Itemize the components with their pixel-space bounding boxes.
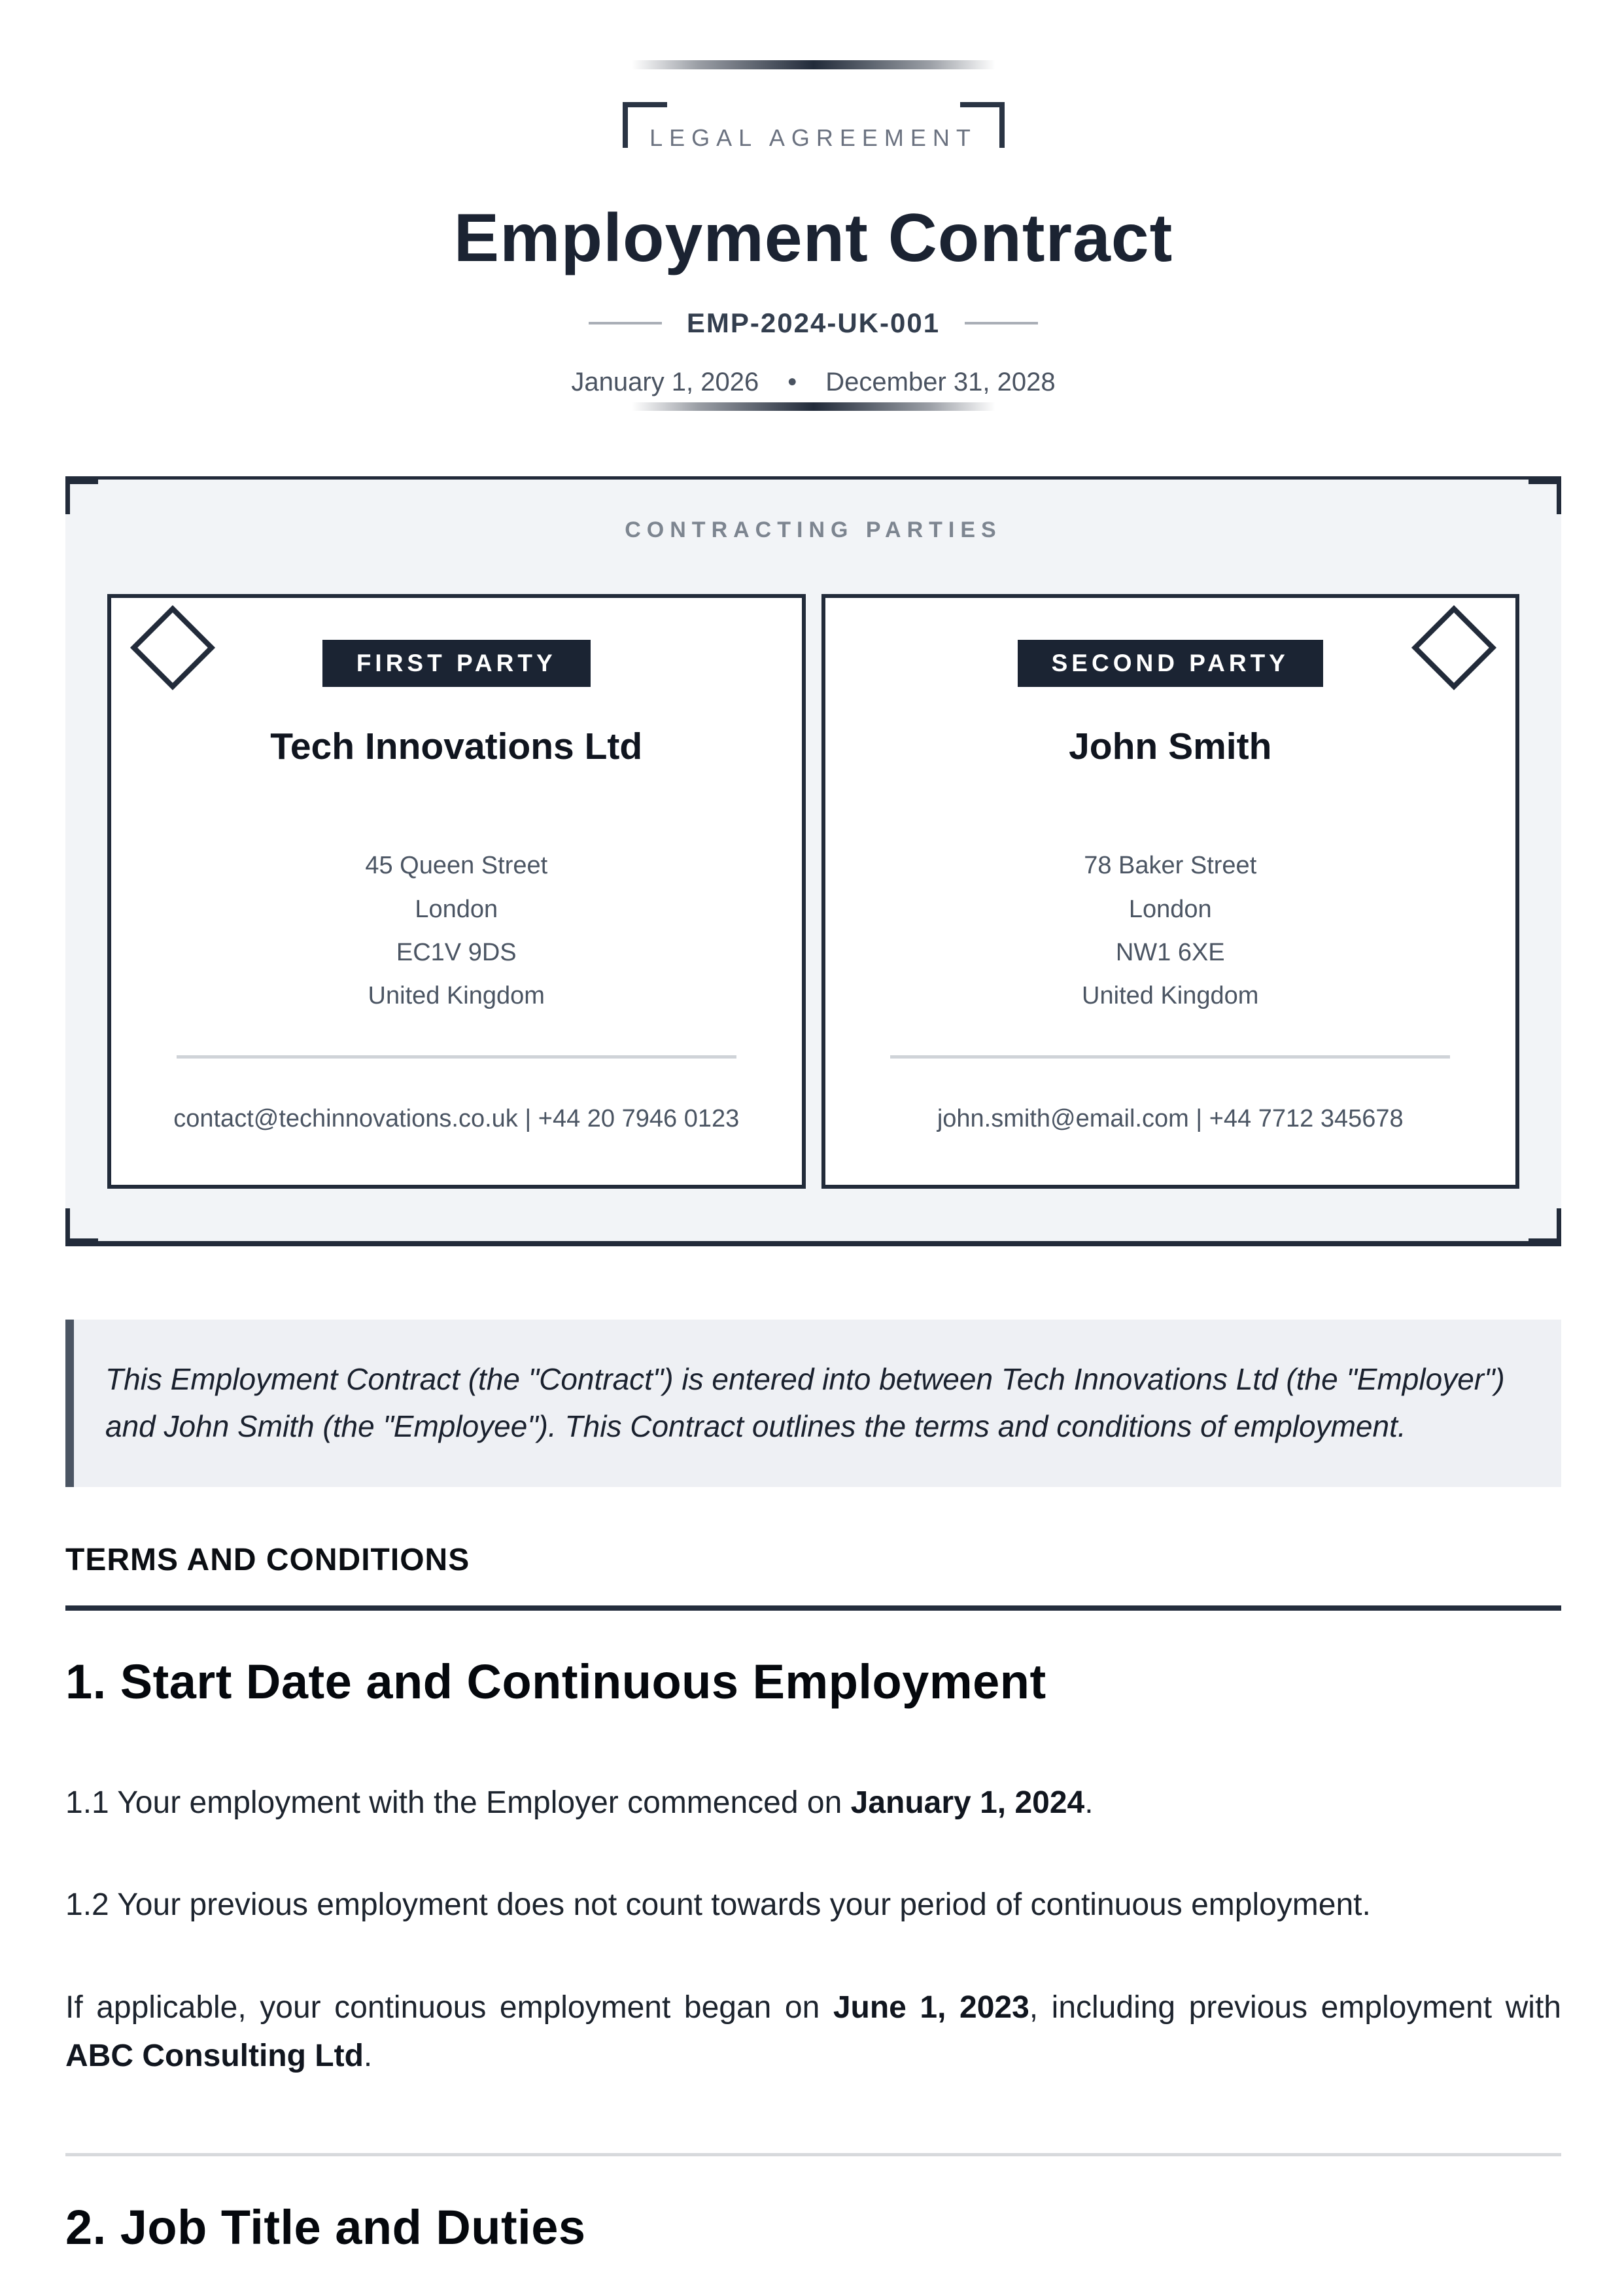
first-party-address [135,844,778,1017]
section-1-heading: 1. Start Date and Continuous Employment [65,1654,1046,1709]
first-party-badge: FIRST PARTY [322,640,591,687]
second-party-address [849,844,1493,1017]
party-cards [107,594,1519,1189]
terms-rule [65,1605,1561,1611]
clause-1-continuous: If applicable, your continuous employment began on June 1, 2023, including previous employment with ABC Consulting Ltd. [65,1989,1561,2074]
address-line: London [415,895,498,923]
gradient-divider-dates [632,402,995,411]
second-party-badge: SECOND PARTY [1018,640,1323,687]
clause-1-2: 1.2 Your previous employment does not count towards your period of continuous employment. [65,1887,1371,1923]
terms-heading: TERMS AND CONDITIONS [65,1542,470,1577]
corner-bracket-icon [623,102,667,148]
address-line: United Kingdom [368,981,545,1009]
contracting-parties-section [65,476,1561,1246]
first-party-contact: contact@techinnovations.co.uk | +44 20 7946 0123 [173,1104,740,1132]
reference-line-right [965,322,1038,324]
corner-bracket-icon [1529,1208,1561,1246]
gradient-divider-top [632,60,995,69]
first-party-card [107,594,806,1189]
start-date: January 1, 2026 [571,368,759,397]
reference-line-left [589,322,662,324]
address-line: 45 Queen Street [365,852,548,880]
card-divider [177,1055,736,1059]
page-title: Employment Contract [453,200,1173,276]
reference-number: EMP-2024-UK-001 [686,307,941,339]
address-line: 78 Baker Street [1084,852,1257,880]
intro-quote [65,1320,1561,1487]
diamond-icon [1411,605,1496,690]
corner-bracket-icon [1529,476,1561,514]
corner-bracket-icon [960,102,1005,148]
end-date: December 31, 2028 [825,368,1056,397]
legal-agreement-label: LEGAL AGREEMENT [649,124,977,151]
card-divider [890,1055,1450,1059]
section-1-body [65,1779,1561,2081]
clause-1-1: 1.1 Your employment with the Employer commenced on January 1, 2024. [65,1785,1094,1820]
first-party-name: Tech Innovations Ltd [270,726,643,768]
second-party-contact: john.smith@email.com | +44 7712 345678 [937,1104,1404,1132]
second-party-card [821,594,1520,1189]
corner-bracket-icon [65,1208,98,1246]
legal-agreement-tag [623,102,1005,170]
diamond-icon [130,605,215,690]
address-line: EC1V 9DS [396,938,517,966]
intro-text: This Employment Contract (the "Contract") is entered into between Tech Innovations Ltd (the "Employer") and John Smith (the "Employee"). This Contract outlines the terms and conditions of employment. [105,1362,1505,1444]
corner-bracket-icon [65,476,98,514]
section-2-heading: 2. Job Title and Duties [65,2199,586,2254]
contract-dates [65,368,1561,397]
address-line: United Kingdom [1082,981,1259,1009]
second-party-name: John Smith [1069,726,1272,768]
contracting-parties-label: CONTRACTING PARTIES [625,517,1002,543]
section-divider [65,2153,1561,2156]
contract-reference [65,307,1561,339]
address-line: NW1 6XE [1115,938,1225,966]
bullet-separator-icon: • [787,368,797,397]
address-line: London [1128,895,1212,923]
